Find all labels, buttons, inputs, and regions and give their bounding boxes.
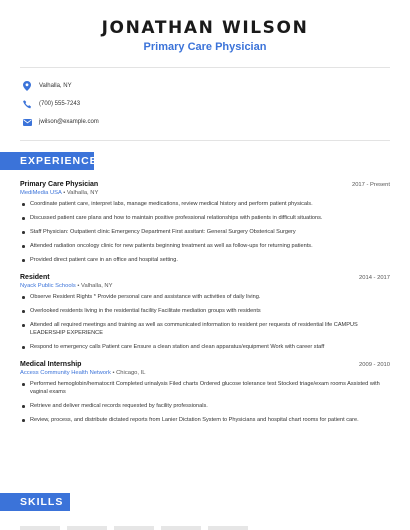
skills-heading: SKILLS — [0, 493, 70, 511]
job-bullets — [20, 200, 390, 264]
job-entry — [20, 181, 390, 264]
contact-location — [22, 77, 388, 95]
job-dates: 2014 - 2017 — [359, 275, 390, 281]
job-location: Valhalla, NY — [81, 283, 113, 289]
job-title: Medical Internship — [20, 361, 82, 368]
email-icon — [22, 117, 32, 127]
job-dates: 2017 - Present — [351, 182, 390, 188]
job-bullets — [20, 293, 390, 351]
job-employer: Access Community Health Network — [20, 370, 111, 376]
job-dates: 2009 - 2010 — [359, 362, 390, 368]
divider-bottom — [20, 140, 390, 141]
phone-text: (700) 555-7243 — [39, 101, 81, 107]
map-pin-icon — [22, 81, 32, 91]
job-org: Access Community Health Network • Chicago, IL — [20, 370, 146, 376]
skill-chip — [161, 526, 201, 530]
resume-header — [0, 0, 410, 53]
candidate-name: JONATHAN WILSON — [101, 18, 309, 38]
bullet-item: Respond to emergency calls Patient care Ensure a clean station and clean apparatus/equipment Work with career staff — [20, 343, 390, 351]
contact-phone — [22, 95, 388, 113]
bullet-item: Coordinate patient care, interpret labs, manage medications, review medical history and perform patient physicals. — [20, 200, 390, 208]
job-entry — [20, 274, 390, 351]
bullet-item: Attended radiation oncology clinic for new patients beginning treatment as well as follow-ups for returning patients. — [20, 242, 390, 250]
skill-chip — [67, 526, 107, 530]
job-bullets — [20, 380, 390, 424]
job-employer: Nyack Public Schools — [20, 283, 76, 289]
job-entry — [20, 361, 390, 424]
job-employer: MediMedia USA — [20, 190, 62, 196]
bullet-item: Retrieve and deliver medical records requested by facility professionals. — [20, 402, 390, 410]
experience-heading: EXPERIENCE — [0, 152, 94, 170]
contact-email — [22, 113, 388, 131]
job-org: MediMedia USA • Valhalla, NY — [20, 190, 99, 196]
bullet-item: Overlooked residents living in the residential facility Facilitate mediation groups with residents — [20, 307, 390, 315]
job-org: Nyack Public Schools • Valhalla, NY — [20, 283, 113, 289]
candidate-title: Primary Care Physician — [143, 41, 267, 53]
bullet-item: Observe Resident Rights * Provide personal care and assistance with activities of daily living. — [20, 293, 390, 301]
bullet-item: Provided direct patient care in an office and hospital setting. — [20, 256, 390, 264]
experience-list — [0, 181, 410, 424]
job-location: Valhalla, NY — [66, 190, 99, 196]
skill-chip — [114, 526, 154, 530]
contact-list — [0, 68, 410, 131]
location-text: Valhalla, NY — [39, 83, 72, 89]
bullet-item: Attended all required meetings and training as well as communicated information to resident per requests of residential life CAMPUS LEADERSHIP EXPERIENCE — [20, 321, 390, 337]
email-text: jwilson@example.com — [39, 119, 99, 125]
skill-chip — [208, 526, 248, 530]
phone-icon — [22, 99, 32, 109]
bullet-item: Review, process, and distribute dictated reports from Lanier Dictation System to Physicians and hospital chart rooms for patient care. — [20, 416, 390, 424]
job-location: Chicago, IL — [116, 370, 146, 376]
skills-list-preview — [20, 526, 390, 530]
job-title: Resident — [20, 274, 50, 281]
bullet-item: Performed hemoglobin/hematocrit Completed urinalysis Filed charts Ordered glucose tolerance test Stocked triage/exam rooms Assisted with vaginal exams — [20, 380, 390, 396]
skill-chip — [20, 526, 60, 530]
job-title: Primary Care Physician — [20, 181, 99, 188]
bullet-item: Staff Physician: Outpatient clinic Emergency Department First assitant: General Surgery Obsterical Surgery — [20, 228, 390, 236]
bullet-item: Discussed patient care plans and how to maintain positive professional relationships with patients in difficult situations. — [20, 214, 390, 222]
